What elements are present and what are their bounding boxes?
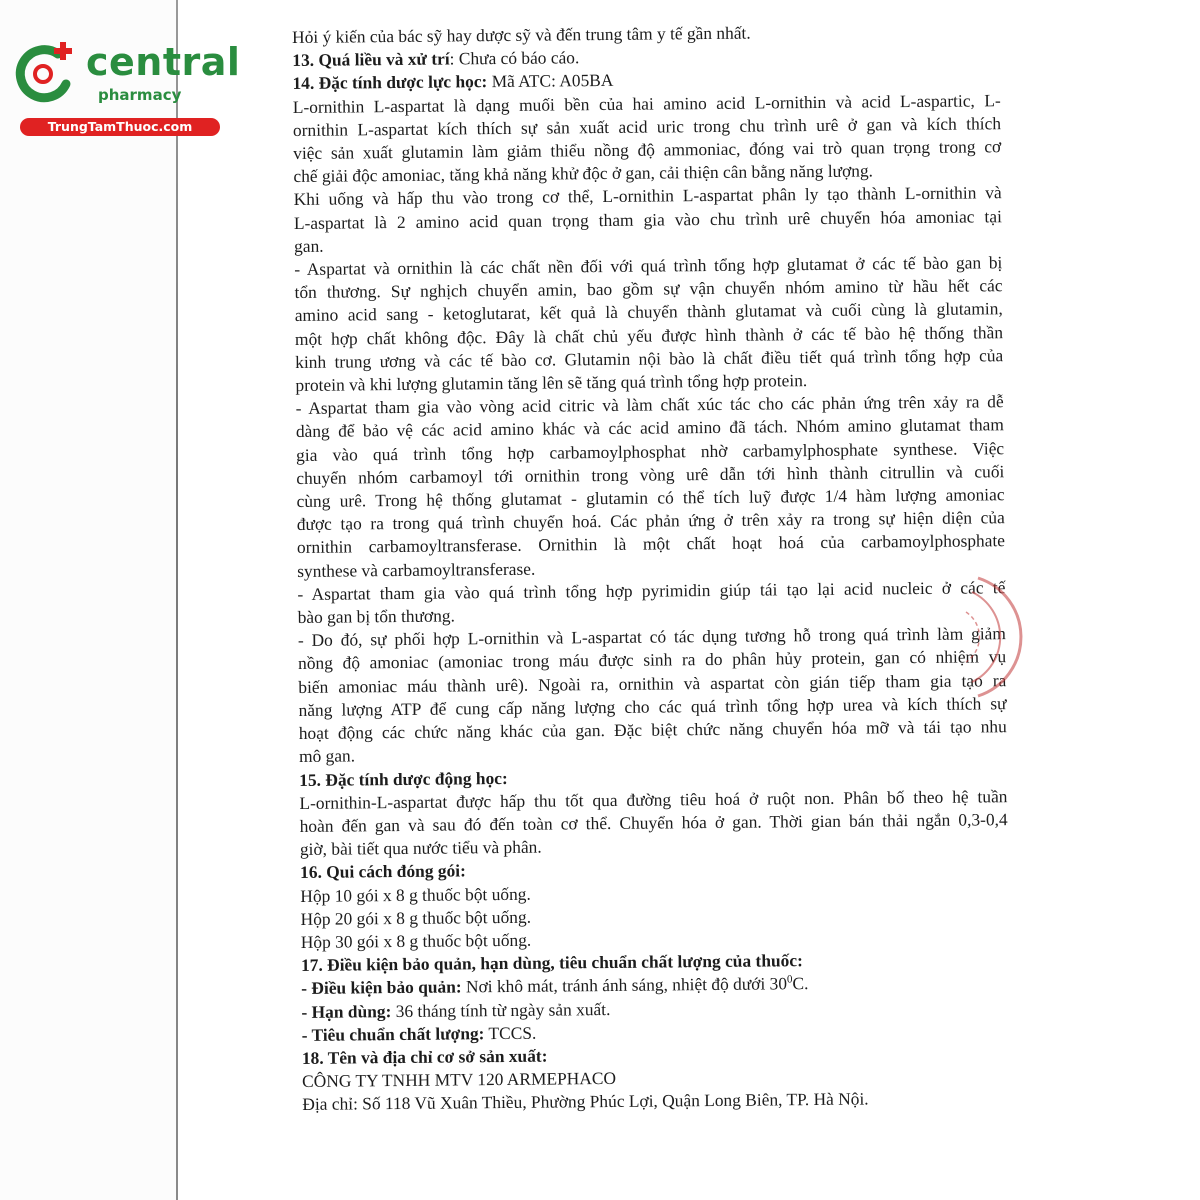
section-18-title: 18. Tên và địa chỉ cơ sở sản xuất: <box>301 1045 548 1068</box>
text-line: ornithin carbamoyltransferase. Ornithin là một chất hoạt hoá của carbamoylphosphate <box>296 530 1006 558</box>
logo-brand-sub: pharmacy <box>98 86 182 104</box>
standard-text: TCCS. <box>484 1022 537 1043</box>
text-line: việc sản xuất glutamin làm giảm thiểu nồng độ ammoniac, đóng vai trò quan trọng trong cơ <box>293 136 1002 164</box>
text-line: bào gan bị tổn thương. <box>297 605 456 628</box>
manufacturer-name: CÔNG TY TNHH MTV 120 ARMEPHACO <box>302 1068 617 1092</box>
text-line: hoạt động các chức năng khác của gan. Đặc biệt chức năng chuyển hóa mỡ và tái tạo nhu <box>298 716 1007 744</box>
central-pharmacy-logo <box>10 38 241 138</box>
section-15-title: 15. Đặc tính dược động học: <box>299 767 508 790</box>
text-line: L-ornithin-L-aspartat được hấp thu tốt qua đường tiêu hoá ở ruột non. Phân bố theo hệ tuần <box>299 785 1008 813</box>
text-line: - Aspartat và ornithin là các chất nền đối với quá trình tổng hợp glutamat ở các tế bào gan bị <box>294 252 1003 280</box>
storage-text: Nơi khô mát, tránh ánh sáng, nhiệt độ dưới 30 <box>461 973 788 997</box>
text-line: mô gan. <box>298 745 356 767</box>
package-line: Hộp 20 gói x 8 g thuốc bột uống. <box>300 906 532 929</box>
section-text: Mã ATC: A05BA <box>487 70 614 92</box>
logo-brand-name: central <box>86 40 241 84</box>
text-line: gan. <box>294 235 324 256</box>
shelf-life-label: - Hạn dùng: <box>301 1000 392 1022</box>
logo-website-url: TrungTamThuoc.com <box>20 118 220 136</box>
shelf-life-text: 36 tháng tính từ ngày sản xuất. <box>391 998 611 1021</box>
standard-label: - Tiêu chuẩn chất lượng: <box>301 1022 485 1045</box>
text-line: chuyển nhóm carbamoyl tới ornithin trong vòng urê dẫn tới hình thành citrullin và cuối <box>296 461 1005 488</box>
section-16-title: 16. Qui cách đóng gói: <box>300 860 466 883</box>
section-title: 14. Đặc tính dược lực học: <box>292 71 488 94</box>
storage-end: C. <box>792 973 809 994</box>
text-line: gia vào quá trình tổng hợp carbamoylphosphat nhờ carbamylphosphate synthese. Việc <box>296 437 1005 465</box>
text-line: giờ, bài tiết qua nước tiểu và phân. <box>299 836 542 860</box>
text-line: Khi uống và hấp thu vào trong cơ thể, L-ornithin L-aspartat phân ly tạo thành L-ornithin và <box>293 182 1002 210</box>
text-line: tổn thương. Sự nghịch chuyển amin, bao gồm sự vận chuyển nhóm amino từ hầu hết các <box>294 275 1003 303</box>
pharmacy-logo-icon <box>10 38 80 108</box>
leaflet-text <box>292 19 1010 1116</box>
section-17-title: 17. Điều kiện bảo quản, hạn dùng, tiêu chuẩn chất lượng của thuốc: <box>300 950 803 976</box>
text-line: L-ornithin L-aspartat là dạng muối bền của hai amino acid L-ornithin và acid L-aspartic, L- <box>292 89 1001 117</box>
storage-label: - Điều kiện bảo quản: <box>301 976 462 999</box>
text-line: biến amoniac máu thành urê). Ngoài ra, ornithin và aspartat còn gián tiếp tham gia tạo ra <box>298 669 1007 697</box>
text-line: cùng urê. Trong hệ thống glutamat - glutamin có thể tích luỹ được 1/4 hàm lượng amoniac <box>296 484 1005 512</box>
text-line: synthese và carbamoyltransferase. <box>297 558 536 581</box>
text-line: hoàn đến gan và sau đó đến toàn cơ thể. Chuyển hóa ở gan. Thời gian bán thải ngắn 0,3-0,4 <box>299 809 1008 836</box>
text-line: Hỏi ý kiến của bác sỹ hay dược sỹ và đến trung tâm y tế gần nhất. <box>292 22 751 47</box>
package-line: Hộp 10 gói x 8 g thuốc bột uống. <box>300 883 531 906</box>
page-margin <box>0 0 176 1200</box>
degree-sup: 0 <box>786 973 793 986</box>
manufacturer-address: Địa chỉ: Số 118 Vũ Xuân Thiều, Phường Phúc Lợi, Quận Long Biên, TP. Hà Nội. <box>302 1088 869 1115</box>
text-line: ornithin L-aspartat kích thích sự sản xuất acid uric trong chu trình urê ở gan và kích thích <box>292 113 1002 140</box>
text-line: chế giải độc amoniac, tăng khả năng khử độc ở gan, cải thiện cân bằng năng lượng. <box>293 160 874 187</box>
text-line: - Aspartat tham gia vào quá trình tổng hợp pyrimidin giúp tái tạo lại acid nucleic ở các tế <box>297 577 1006 604</box>
red-seal-stamp <box>958 572 1030 702</box>
text-line: dàng để bảo vệ các acid amino khác và các acid amino đã tách. Nhóm amino glutamat tham <box>295 414 1004 442</box>
text-line: được tạo ra trong quá trình chuyển hoá. Các phản ứng ở trên xảy ra trong sự hiện diện của <box>296 507 1005 535</box>
text-line: một hợp chất không độc. Đây là chất chủ yếu được hình thành ở các tế bào hệ thống thần <box>294 321 1004 349</box>
text-line: L-aspartat là 2 amino acid quan trọng tham gia vào chu trình urê chuyển hóa amoniac tại <box>293 205 1002 233</box>
section-title: 13. Quá liều và xử trí <box>292 48 450 71</box>
section-text: : Chưa có báo cáo. <box>449 47 580 69</box>
text-line: amino acid sang - ketoglutarat, kết quả là chuyển thành glutamat và cuối cùng là glutamin, <box>294 298 1003 326</box>
text-line: protein và khi lượng glutamin tăng lên sẽ tăng quá trình tổng hợp protein. <box>295 370 808 396</box>
text-line: kinh trung ương và các tế bào cơ. Glutamin nội bào là chất điều tiết quá trình tổng hợp của <box>295 345 1004 372</box>
package-line: Hộp 30 gói x 8 g thuốc bột uống. <box>300 929 532 952</box>
text-line: - Aspartat tham gia vào vòng acid citric và làm chất xúc tác cho các phản ứng trên xảy ra dễ <box>295 391 1004 419</box>
page-edge-line <box>176 0 178 1200</box>
text-line: nồng độ amoniac (amoniac trong máu được sinh ra do phân hủy protein, gan có nhiệm vụ <box>298 646 1007 674</box>
text-line: năng lượng ATP để cung cấp năng lượng cho các quá trình tổng hợp urea và kích thích sự <box>298 693 1007 720</box>
text-line: - Do đó, sự phối hợp L-ornithin và L-aspartat có tác dụng tương hỗ trong quá trình làm giảm <box>297 623 1006 651</box>
